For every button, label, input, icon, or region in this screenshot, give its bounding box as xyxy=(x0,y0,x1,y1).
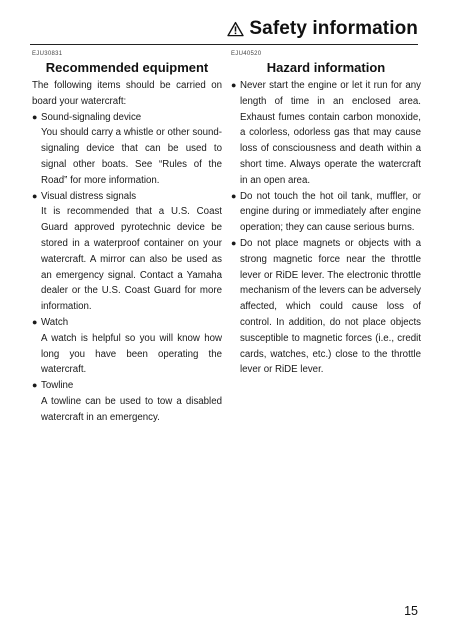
bullet-icon: ● xyxy=(32,190,38,201)
list-item xyxy=(231,236,421,378)
list-item-text: A towline can be used to tow a disabled watercraft in an emergency. xyxy=(41,395,222,423)
list-item-label: Watch xyxy=(41,316,69,328)
list-item xyxy=(32,189,222,205)
hazard-item-text: Do not place magnets or objects with a strong magnetic force near the throttle lever or RiDE lever. The electronic throttle mechanism of the levers can be adversely affected, which could cause loss of control. In addition, do not place objects susceptible to magnetic forces (i.e., credit cards, watches, etc.) close to the throttle lever or RiDE lever. xyxy=(240,237,421,376)
bullet-icon: ● xyxy=(32,316,38,327)
section-code: EJU30831 xyxy=(32,51,63,57)
right-column xyxy=(231,50,421,378)
bullet-icon: ● xyxy=(231,237,237,248)
list-item-text: It is recommended that a U.S. Coast Guard approved pyrotechnic device be stored in a waterproof container on your watercraft. A mirror can also be used as an emergency signal. Contact a Yamaha dealer or the U.S. Coast Guard for more information. xyxy=(41,206,222,313)
page-header xyxy=(30,14,418,45)
list-item-label: Sound-signaling device xyxy=(41,111,142,123)
bullet-icon: ● xyxy=(231,80,237,90)
list-item xyxy=(32,110,222,126)
list-item-text: You should carry a whistle or other sound-signaling device that can be used to signal other boats. See “Rules of the Road” for more information. xyxy=(41,127,222,186)
section-header-title: Safety information xyxy=(249,18,418,39)
list-item-label: Visual distress signals xyxy=(41,190,137,202)
hazard-item-text: Do not touch the hot oil tank, muffler, or engine during or immediately after engine operation; they can cause serious burns. xyxy=(240,190,421,234)
list-item xyxy=(32,378,222,394)
warning-triangle-icon xyxy=(227,21,244,37)
list-item-label: Towline xyxy=(41,380,74,392)
bullet-icon: ● xyxy=(32,111,38,122)
hazard-item-text: Never start the engine or let it run for any length of time in an enclosed area. Exhaust fumes contain carbon monoxide, a colorless, odorless gas that may cause loss of consciousness and death within a short time. Always operate the watercraft in an open area. xyxy=(240,80,421,186)
section-code: EJU40520 xyxy=(231,51,262,57)
list-item xyxy=(32,315,222,331)
bullet-icon: ● xyxy=(32,380,38,391)
list-item-text: A watch is helpful so you will know how long you have been operating the watercraft. xyxy=(41,332,222,376)
recommended-equipment-heading: Recommended equipment xyxy=(45,60,209,75)
list-item xyxy=(231,78,421,189)
left-column xyxy=(32,50,222,426)
bullet-icon: ● xyxy=(231,190,237,201)
list-item xyxy=(231,189,421,236)
intro-paragraph: The following items should be carried on board your watercraft: xyxy=(32,80,222,107)
page-number: 15 xyxy=(404,604,418,618)
hazard-information-heading: Hazard information xyxy=(266,60,386,75)
